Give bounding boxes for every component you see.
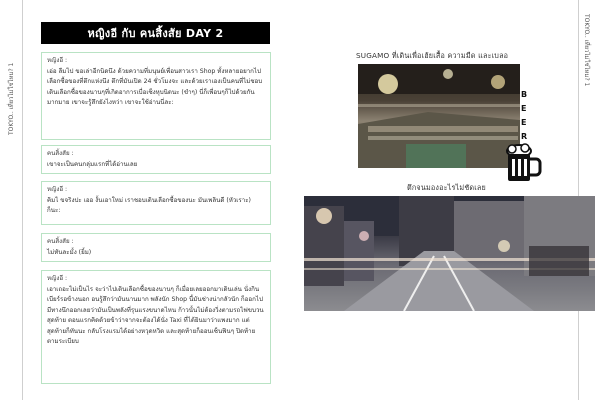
dialogue-block — [41, 181, 271, 225]
beer-letter: E — [521, 104, 527, 113]
photo-caption-top: SUGAMO ที่เดินเพื่อเฮ้ยเสื้อ ความมืด และเบลอ — [356, 51, 509, 60]
night-station-photo — [358, 64, 520, 168]
beer-letter: B — [521, 90, 528, 99]
dialogue-text: คิมไ ขจริงปะ เออ งั้นเอาใหม่ เราชอบเดินเลือกซื้อของนะ มันเพลินดี (หัวเราะ) ก็นะ: — [47, 196, 251, 214]
speaker-label: หญิงอี : — [47, 57, 68, 64]
dialogue-block — [41, 52, 271, 140]
side-note-left: TOKYO.. เที่ยวไม่ใช่ไหม? 1 — [8, 62, 15, 135]
page-fold-left — [22, 0, 23, 400]
city-street-photo — [304, 196, 595, 311]
dialogue-text: เอาเถอะไม่เป็นไร จะว่าไปเดินเลือกซื้อของนานๆ ก็เมื่อยเลยออกมาเดินเล่น นั่งกินเบียร์รอข้างนอก อนรู้สึกว่ามันนานมาก พลังนัก Shop นี้มันช่างน่ากลัวนัก ก็ออกไปมีทางนึกออกเลยว่ามันเป็นพลังที่รุนแรงขนาดไหน ก้าวนั้นไม่ต้องวิ่งตามรถไฟขบวนสุดท้าย ตอนแรกคิดด้วยข้าว่าจากจะต้องได้นั่ง Taxi ที่ได้ยินมาว่าแพงมาก แต่สุดท้ายก็ทันนะ กลับโรงแรมได้อย่างหวุดหวิด และสุดท้ายก็ออนเซ็นฟินๆ ปิดท้ายตามระเบียบ — [47, 285, 264, 345]
beer-mug-icon — [505, 143, 543, 183]
page-title: หญิงอี กับ คนสิ้งสัย DAY 2 — [41, 22, 270, 44]
speaker-label: คนสิ้งสัย : — [47, 238, 74, 245]
beer-letter: E — [521, 118, 527, 127]
speaker-label: คนสิ้งสัย : — [47, 150, 74, 157]
side-note-right: TOKYO.. เที่ยวไม่ใช่ไหม? 1 — [583, 14, 590, 87]
dialogue-block — [41, 145, 271, 174]
beer-letter: R — [521, 132, 528, 141]
dialogue-text: เขาจะเป็นคนกลุ่มแรกที่ได้อ่านเลย — [47, 160, 138, 168]
dialogue-block — [41, 270, 271, 384]
photo-caption-bottom: ตึกจนมองอะไรไม่ชัดเลย — [407, 183, 486, 192]
dialogue-text: ไม่ทันละมั้ง (ยิ้ม) — [47, 248, 92, 256]
speaker-label: หญิงอี : — [47, 275, 68, 282]
dialogue-text: เอ่อ ลืมไป ขอเล่าอีกนิดนึง ด้วยความที่มนุษย์เพื่อนสาวเรา Shop ทั้งหลายอยากไปเลือกซื้อของที่ตึกแห่งนึง ตึกที่มันเปิด 24 ชั่วโมงจะ และด้วยเราเองเป็นคนที่ไม่ชอบเดินเลือกซื้อของนานๆที่เกิดอาการเบื่อเซ็งหุบนิดนะ (ขำๆ) นี่ก็เพื่อนๆก็ไปด้วยกันมากมาย เขาจะรู้สึกยังไงหว่า เขาจะใช้อ่านนี่ละ: — [47, 67, 263, 106]
speaker-label: หญิงอี : — [47, 186, 68, 193]
dialogue-block — [41, 233, 271, 262]
